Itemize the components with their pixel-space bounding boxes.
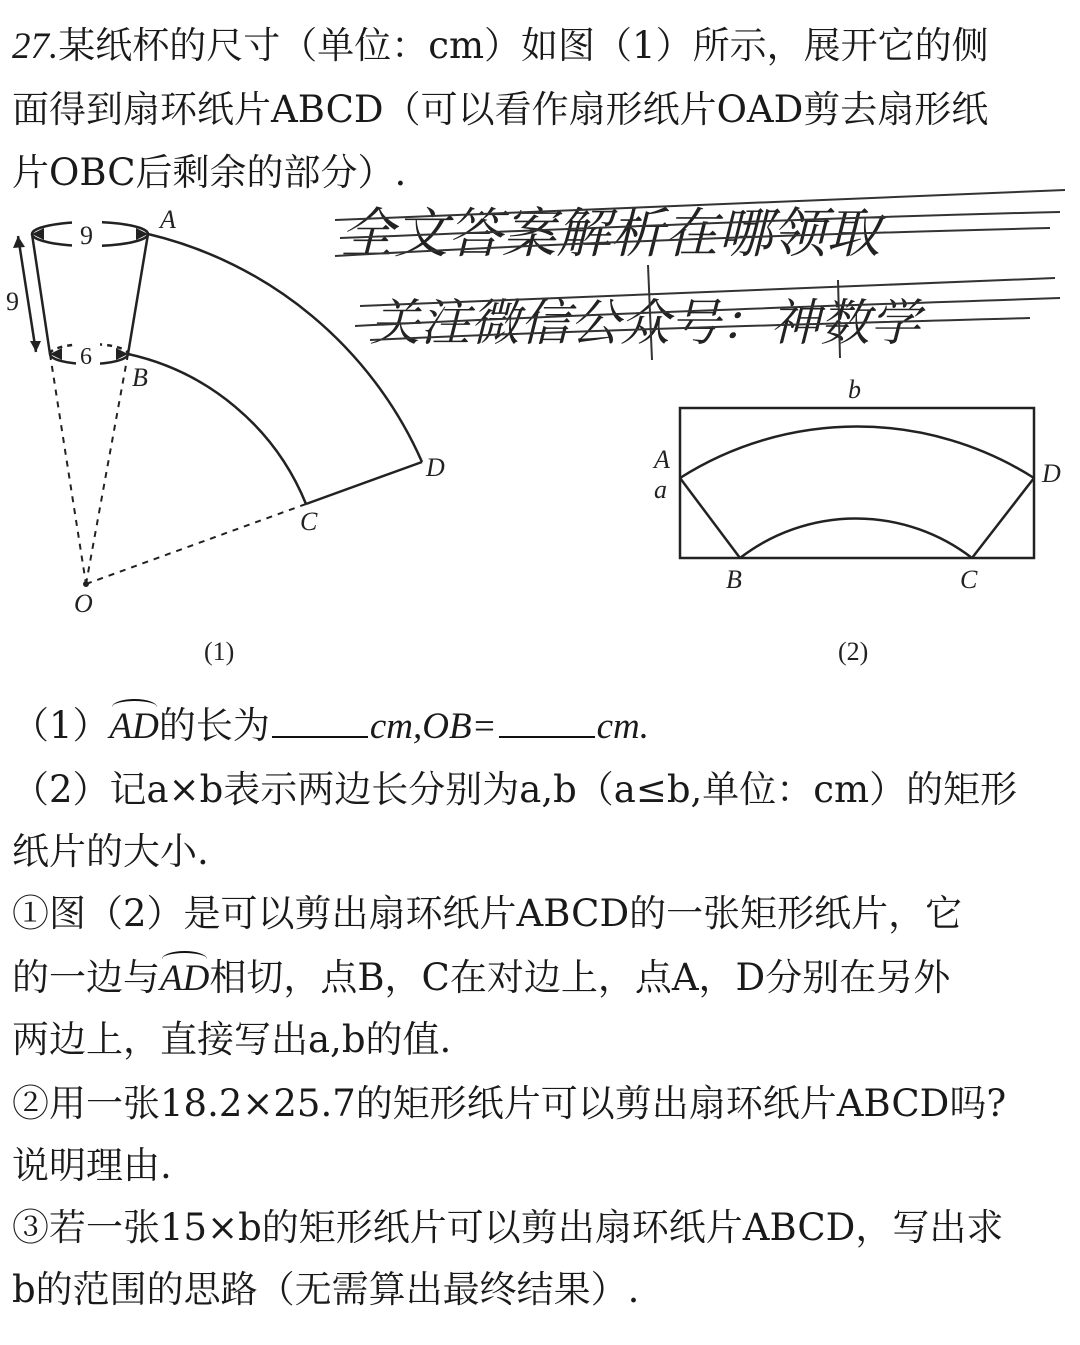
subquestion-2-line-1: ②用一张18.2×25.7的矩形纸片可以剪出扇环纸片ABCD吗? (12, 1082, 1007, 1125)
label-O-fig1: O (74, 589, 93, 618)
subquestion-3-line-2: b的范围的思路（无需算出最终结果）. (12, 1268, 640, 1311)
subquestion-1-line-3: 两边上，直接写出a,b的值. (12, 1018, 452, 1061)
answer-blank-arc-length[interactable] (272, 706, 368, 738)
dashed-OB-left (50, 354, 86, 584)
dashed-OC (86, 504, 306, 584)
label-top-diameter: 9 (80, 221, 93, 250)
problem-intro-line-3: 片OBC后剩余的部分）. (12, 151, 407, 194)
handwriting-line-1: 全文答案解析在哪领取 (340, 202, 880, 265)
label-C-fig2: C (960, 565, 978, 594)
cup-right-side (128, 234, 148, 354)
subquestion-1-line-2: 的一边与AD相切，点B，C在对边上，点A，D分别在另外 (12, 952, 950, 1005)
figure-1 (0, 200, 470, 670)
arc-AD-symbol: AD (110, 701, 159, 753)
label-slant-height: 9 (6, 287, 19, 316)
question-2-line-1: （2）记a×b表示两边长分别为a,b（a≤b,单位：cm）的矩形 (12, 768, 1018, 811)
arc-AD-fig2 (680, 427, 1034, 478)
figure-2-caption: (2) (838, 637, 869, 666)
subquestion-3-line-1: ③若一张15×b的矩形纸片可以剪出扇环纸片ABCD，写出求 (12, 1206, 1004, 1249)
problem-intro-line-1: 27.某纸杯的尺寸（单位：cm）如图（1）所示，展开它的侧 (12, 24, 989, 67)
answer-blank-OB[interactable] (499, 706, 595, 738)
label-A-fig1: A (160, 205, 176, 234)
subquestion-2-line-2: 说明理由. (12, 1144, 172, 1187)
slant-measure (18, 236, 36, 352)
label-C-fig1: C (300, 507, 318, 536)
question-2-line-2: 纸片的大小. (12, 830, 209, 873)
edge-CD (306, 462, 422, 504)
dashed-OB-right (86, 354, 128, 584)
arc-BC (128, 354, 306, 504)
label-a-fig2: a (654, 475, 667, 504)
arc-AD (148, 234, 422, 462)
label-bottom-diameter: 6 (80, 344, 92, 370)
arc-AD-symbol-2: AD (160, 953, 209, 1005)
label-D-fig2: D (1042, 459, 1061, 488)
arc-BC-fig2 (740, 518, 972, 558)
label-A-fig2: A (654, 445, 670, 474)
label-b-fig2: b (848, 375, 861, 404)
edge-AB-fig2 (680, 478, 740, 558)
figure-2 (640, 370, 1080, 670)
edge-DC-fig2 (972, 478, 1034, 558)
label-D-fig1: D (426, 453, 445, 482)
label-B-fig1: B (132, 363, 148, 392)
problem-intro-line-2: 面得到扇环纸片ABCD（可以看作扇形纸片OAD剪去扇形纸 (12, 88, 989, 131)
rectangle-axb (680, 408, 1034, 558)
subquestion-1-line-1: ①图（2）是可以剪出扇环纸片ABCD的一张矩形纸片，它 (12, 892, 963, 935)
question-1: （1）AD的长为 cm,OB= cm. (12, 700, 649, 753)
label-B-fig2: B (726, 565, 742, 594)
problem-number: 27. (12, 26, 59, 67)
handwriting-line-2: 关注微信公众号：神数学 (370, 294, 920, 352)
figure-1-caption: (1) (204, 637, 235, 666)
